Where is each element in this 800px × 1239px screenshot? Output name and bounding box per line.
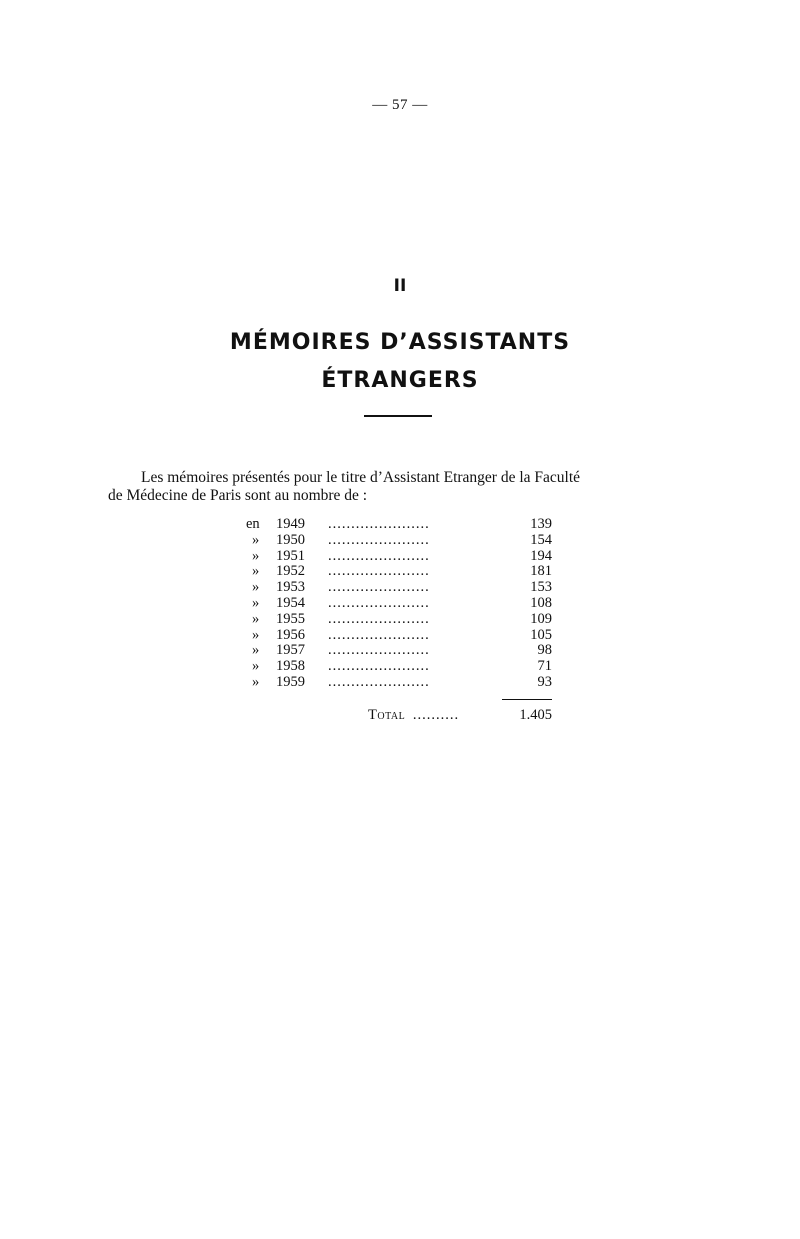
- row-value: 109: [530, 610, 552, 627]
- table-row: [246, 564, 556, 580]
- title-line-1: MÉMOIRES D’ASSISTANTS: [229, 330, 571, 355]
- row-prefix: »: [252, 673, 260, 690]
- row-prefix: »: [252, 658, 260, 675]
- row-prefix: »: [252, 531, 260, 548]
- row-year: 1955: [276, 610, 305, 627]
- row-year: 1949: [276, 516, 305, 532]
- row-prefix: »: [252, 594, 260, 611]
- row-value: 153: [530, 579, 552, 596]
- row-leader-dots: ......................: [328, 643, 430, 659]
- row-leader-dots: ......................: [328, 659, 430, 675]
- row-year: 1953: [276, 579, 305, 596]
- row-leader-dots: ......................: [328, 532, 430, 548]
- row-year: 1959: [276, 673, 305, 690]
- table-row: [246, 643, 556, 659]
- row-leader-dots: ......................: [328, 580, 430, 596]
- total-rule: [502, 699, 552, 700]
- row-value: 181: [530, 563, 552, 580]
- row-year: 1957: [276, 642, 305, 659]
- row-value: 154: [530, 531, 552, 548]
- row-value: 93: [537, 673, 552, 690]
- row-leader-dots: ......................: [328, 611, 430, 627]
- table-row: [246, 659, 556, 675]
- row-year: 1950: [276, 531, 305, 548]
- row-value: 108: [530, 594, 552, 611]
- row-value: 105: [530, 626, 552, 643]
- table-row: [246, 549, 556, 565]
- row-leader-dots: ......................: [328, 517, 430, 532]
- row-value: 194: [530, 547, 552, 564]
- row-leader-dots: ......................: [328, 595, 430, 611]
- row-year: 1954: [276, 594, 305, 611]
- row-prefix: »: [252, 563, 260, 580]
- title-line-2: ÉTRANGERS: [321, 368, 479, 393]
- row-year: 1951: [276, 547, 305, 564]
- row-value: 139: [530, 516, 552, 532]
- row-prefix: »: [252, 610, 260, 627]
- row-leader-dots: ......................: [328, 548, 430, 564]
- row-leader-dots: ......................: [328, 564, 430, 580]
- total-label: Total: [368, 707, 406, 723]
- table-row: [246, 675, 556, 691]
- intro-line-2: de Médecine de Paris sont au nombre de :: [108, 487, 368, 504]
- page-number: — 57 —: [372, 97, 428, 113]
- row-year: 1952: [276, 563, 305, 580]
- row-year: 1956: [276, 626, 305, 643]
- intro-line-1: Les mémoires présentés pour le titre d’Assistant Etranger de la Faculté: [141, 469, 581, 486]
- row-year: 1958: [276, 658, 305, 675]
- title-rule: [364, 415, 432, 417]
- intro-paragraph: [108, 469, 698, 505]
- year-count-table: [246, 517, 556, 691]
- row-value: 98: [537, 642, 552, 659]
- table-row: [246, 612, 556, 628]
- total-value: 1.405: [519, 707, 552, 723]
- table-row: [246, 628, 556, 644]
- row-prefix: »: [252, 579, 260, 596]
- row-prefix: en: [246, 516, 260, 532]
- row-leader-dots: ......................: [328, 674, 430, 690]
- table-row: [246, 596, 556, 612]
- table-row: [246, 517, 556, 533]
- total-row: [368, 707, 552, 724]
- table-row: [246, 533, 556, 549]
- row-prefix: »: [252, 642, 260, 659]
- row-leader-dots: ......................: [328, 627, 430, 643]
- total-leader-dots: ..........: [412, 707, 460, 723]
- section-numeral: II: [393, 276, 407, 296]
- row-value: 71: [537, 658, 552, 675]
- table-row: [246, 580, 556, 596]
- row-prefix: »: [252, 547, 260, 564]
- row-prefix: »: [252, 626, 260, 643]
